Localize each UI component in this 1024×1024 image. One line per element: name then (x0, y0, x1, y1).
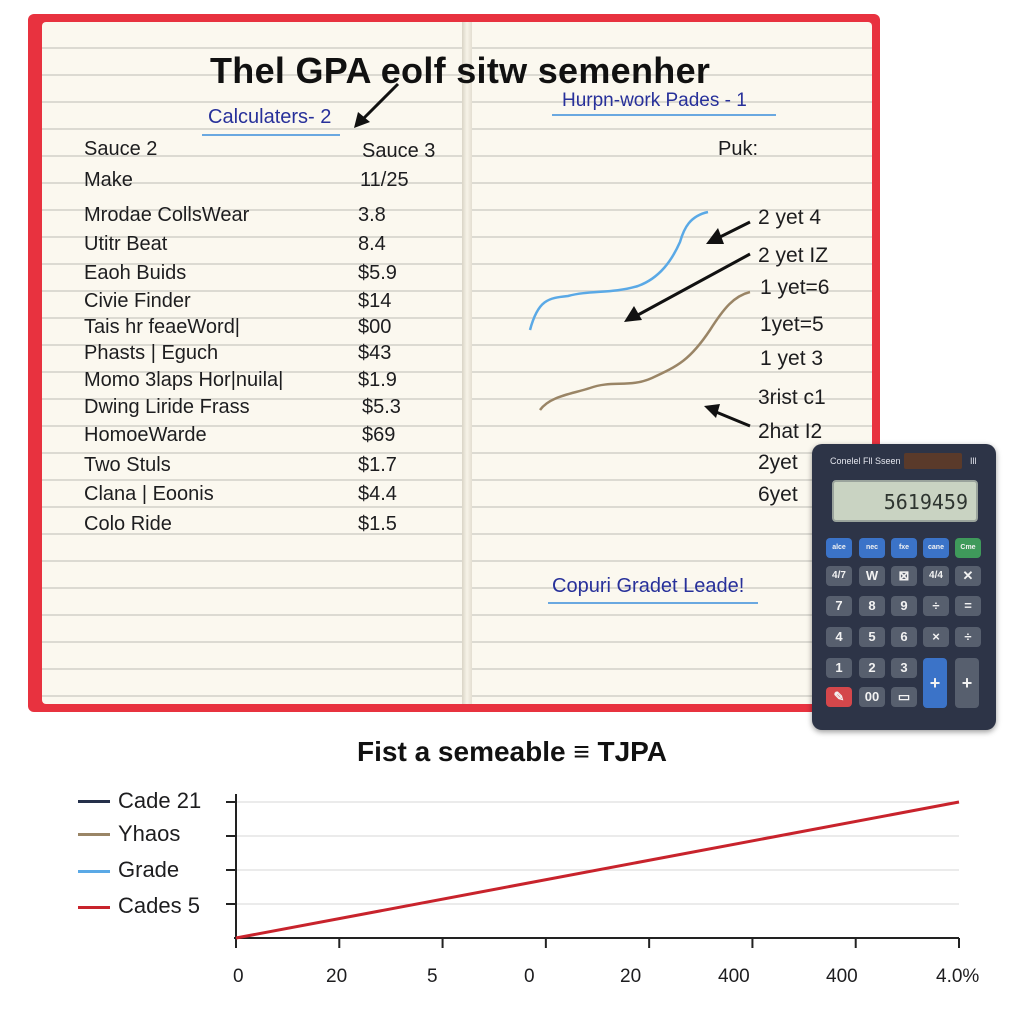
calc-key[interactable]: 00 (859, 687, 885, 707)
calc-key[interactable]: 3 (891, 658, 917, 678)
x-axis-ticks (236, 938, 959, 948)
table-row-label: Civie Finder (84, 290, 191, 312)
calc-key[interactable]: ⊠ (891, 566, 917, 586)
y-label: 1 yet=6 (760, 276, 830, 299)
x-tick-label: 20 (326, 966, 348, 987)
calc-key[interactable]: ÷ (923, 596, 949, 616)
legend-label: Grade (118, 857, 180, 882)
table-row-value: $1.7 (358, 454, 397, 476)
chart-gridlines (234, 802, 959, 904)
legend-label: Yhaos (118, 821, 181, 846)
table-row-value: $5.3 (362, 396, 401, 418)
chart-title: Fist a semeable ≡ TJPA (357, 736, 667, 767)
x-tick-label: 20 (620, 966, 642, 987)
sketch-arrows (600, 200, 760, 430)
footer-link[interactable]: Copuri Gradet Leade! (552, 575, 745, 597)
table-row-label: Eaoh Buids (84, 262, 187, 284)
table-row-value: $1.9 (358, 369, 397, 391)
calc-key[interactable]: ÷ (955, 627, 981, 647)
arrow-icon (706, 222, 750, 244)
puk-label: Puk: (718, 138, 759, 160)
y-label: 1yet=5 (760, 313, 824, 336)
legend-swatch (78, 800, 110, 803)
x-tick-label: 5 (427, 966, 438, 987)
y-label: 3rist c1 (758, 386, 826, 409)
calc-key[interactable]: 1 (826, 658, 852, 678)
notebook-spine (462, 22, 472, 704)
calc-key[interactable]: 4/7 (826, 566, 852, 586)
calc-key[interactable]: 7 (826, 596, 852, 616)
solar-panel (904, 453, 962, 469)
calc-key[interactable]: 4 (826, 627, 852, 647)
table-row-value: $5.9 (358, 262, 397, 284)
calc-key[interactable]: ✕ (955, 566, 981, 586)
table-row-value: 8.4 (358, 233, 386, 255)
calc-key[interactable]: 5 (859, 627, 885, 647)
page-title: Thel GPA eolf sitw semenher (210, 50, 711, 91)
table-row-label: Mrodae CollsWear (84, 204, 250, 226)
calc-key[interactable]: = (955, 596, 981, 616)
table-row-label: Colo Ride (84, 513, 172, 535)
line-chart (224, 790, 964, 950)
calc-key[interactable]: 8 (859, 596, 885, 616)
calc-key[interactable]: fxe (891, 538, 917, 558)
calc-key[interactable]: W (859, 566, 885, 586)
table-row-value: $43 (358, 342, 392, 364)
table-row-label: Two Stuls (84, 454, 171, 476)
x-tick-label: 400 (826, 966, 858, 987)
x-tick-label: 0 (233, 966, 244, 987)
calc-key[interactable]: ✎ (826, 687, 852, 707)
y-label: 6yet (758, 483, 798, 506)
y-axis-ticks (226, 802, 236, 904)
table-row-label: HomoeWarde (84, 424, 207, 446)
calc-key[interactable]: Cme (955, 538, 981, 558)
calc-key[interactable]: ▭ (891, 687, 917, 707)
arrow-icon (350, 80, 406, 132)
calc-plus-key[interactable]: + (955, 658, 979, 708)
calc-key[interactable]: alce (826, 538, 852, 558)
x-tick-label: 400 (718, 966, 750, 987)
x-tick-label: 0 (524, 966, 535, 987)
calc-key[interactable]: 4/4 (923, 566, 949, 586)
y-label: 2yet (758, 451, 798, 474)
table-row-label: Phasts | Eguch (84, 342, 219, 364)
table-row-value: $4.4 (358, 483, 397, 505)
subheader-value: 11/25 (360, 169, 409, 191)
y-label: 2 yet IZ (758, 244, 829, 267)
arrow-icon (704, 404, 750, 426)
calc-key[interactable]: 6 (891, 627, 917, 647)
legend-swatch (78, 906, 110, 909)
calc-key[interactable]: 2 (859, 658, 885, 678)
table-row-label: Clana | Eoonis (84, 483, 214, 505)
table-row-label: Momo 3laps Hor|nuila| (84, 369, 284, 391)
left-subtitle[interactable]: Calculaters- 2 (208, 106, 332, 128)
calc-key[interactable]: × (923, 627, 949, 647)
table-row-label: Tais hr feaeWord| (84, 316, 241, 338)
calculator-brand: Conelel Fll Sseen (830, 456, 901, 466)
calculator-mark: Ill (970, 456, 977, 466)
footer-link-underline (548, 602, 758, 604)
legend-swatch (78, 870, 110, 873)
col2-header: Sauce 3 (362, 140, 436, 162)
subheader-label: Make (84, 169, 133, 191)
right-subtitle-underline (552, 114, 776, 116)
calc-key[interactable]: cane (923, 538, 949, 558)
right-subtitle[interactable]: Hurpn-work Pades - 1 (562, 90, 747, 111)
arrow-icon (624, 254, 750, 322)
y-label: 1 yet 3 (760, 347, 824, 370)
x-tick-label: 4.0% (936, 966, 980, 987)
table-row-value: $00 (358, 316, 392, 338)
table-row-label: Dwing Liride Frass (84, 396, 250, 418)
table-row-label: Utitr Beat (84, 233, 168, 255)
calc-key[interactable]: nec (859, 538, 885, 558)
y-label: 2hat I2 (758, 420, 823, 443)
col1-header: Sauce 2 (84, 138, 158, 160)
calc-key[interactable]: 9 (891, 596, 917, 616)
table-row-value: $14 (358, 290, 392, 312)
calculator-display: 5619459 (832, 480, 978, 522)
table-row-value: $1.5 (358, 513, 397, 535)
y-label: 2 yet 4 (758, 206, 822, 229)
calculator (812, 444, 996, 730)
calc-plus-key[interactable]: + (923, 658, 947, 708)
legend-label: Cade 21 (118, 788, 202, 813)
table-row-value: 3.8 (358, 204, 386, 226)
left-subtitle-underline (202, 134, 340, 136)
table-row-value: $69 (362, 424, 396, 446)
legend-label: Cades 5 (118, 893, 200, 918)
legend-swatch (78, 833, 110, 836)
